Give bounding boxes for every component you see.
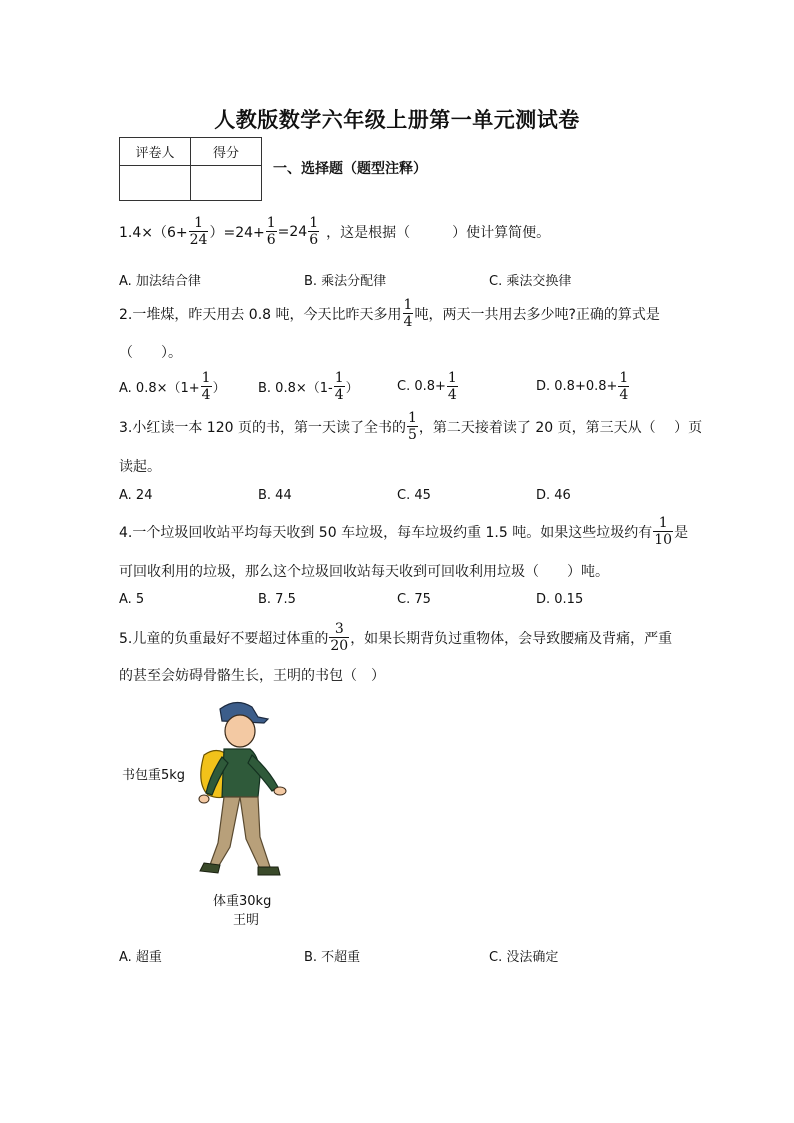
body-weight-label: 体重30kg: [213, 894, 272, 909]
q1-text-4: ，这是根据（ ）使计算简便。: [326, 224, 551, 241]
bag-weight-label: 书包重5kg: [122, 768, 186, 783]
q4-line-2: 可回收利用的垃圾，那么这个垃圾回收站每天收到可回收利用垃圾（ ）吨。: [119, 564, 609, 580]
q1-f3-den: 6: [309, 232, 319, 248]
q2-line-2: （ ）。: [119, 345, 182, 361]
q5-f1-num: 3: [334, 621, 344, 637]
q3-option-c[interactable]: C. 45: [397, 488, 431, 503]
q5-f1-den: 20: [330, 638, 349, 654]
grader-cell[interactable]: [120, 166, 191, 201]
score-table: [119, 137, 262, 201]
q2-a-pre: A. 0.8×（1+: [119, 381, 200, 396]
question-1: [119, 215, 550, 248]
q2-option-d[interactable]: [536, 370, 630, 403]
q5-line-2: 的甚至会妨碍骨骼生长，王明的书包（ ）: [119, 668, 385, 684]
head-shape: [225, 715, 255, 747]
section-heading: 一、选择题（题型注释）: [273, 161, 427, 177]
q2-b-den: 4: [334, 387, 344, 403]
q5-text-2: ，如果长期背负过重物体，会导致腰痛及背痛，严重: [350, 630, 673, 647]
q5-fraction: [329, 621, 349, 654]
q2-option-c[interactable]: [397, 370, 459, 403]
q2-c-fraction: [447, 370, 458, 403]
q1-text-1: 1.4×（6+: [119, 224, 188, 241]
q2-c-num: 1: [447, 370, 457, 386]
q1-fraction-2: [266, 215, 277, 248]
q4-option-c[interactable]: C. 75: [397, 592, 431, 607]
q3-option-b[interactable]: B. 44: [258, 488, 292, 503]
q1-option-c[interactable]: C. 乘法交换律: [489, 274, 572, 289]
q1-text-2: ）=24+: [209, 224, 265, 241]
q2-b-num: 1: [334, 370, 344, 386]
q1-fraction-1: [189, 215, 209, 248]
q1-f1-num: 1: [194, 215, 204, 231]
q2-fraction: [403, 297, 414, 330]
q3-line-2: 读起。: [119, 459, 161, 475]
q2-d-num: 1: [619, 370, 629, 386]
q2-text-2: 吨，两天一共用去多少吨?正确的算式是: [414, 306, 660, 323]
q4-option-b[interactable]: B. 7.5: [258, 592, 296, 607]
score-header: 得分: [191, 138, 262, 166]
q5-option-c[interactable]: C. 没法确定: [489, 950, 559, 965]
question-5: [119, 621, 672, 654]
question-3: [119, 410, 702, 443]
q4-text-1: 4.一个垃圾回收站平均每天收到 50 车垃圾，每车垃圾约重 1.5 吨。如果这些垃圾约有: [119, 524, 653, 541]
q5-text-1: 5.儿童的负重最好不要超过体重的: [119, 630, 329, 647]
q2-d-pre: D. 0.8+0.8+: [536, 379, 618, 394]
q3-text-2: ，第二天接着读了 20 页，第三天从（ ）页: [418, 419, 703, 436]
q2-b-pre: B. 0.8×（1-: [258, 381, 333, 396]
question-2: [119, 297, 660, 330]
q2-f1-num: 1: [403, 297, 413, 313]
grader-header: 评卷人: [120, 138, 191, 166]
q4-option-a[interactable]: A. 5: [119, 592, 145, 607]
q2-f1-den: 4: [403, 314, 413, 330]
q1-option-a[interactable]: A. 加法结合律: [119, 274, 201, 289]
q5-option-a[interactable]: A. 超重: [119, 950, 162, 965]
q1-f3-num: 1: [309, 215, 319, 231]
q5-option-b[interactable]: B. 不超重: [304, 950, 361, 965]
q1-f1-den: 24: [189, 232, 208, 248]
student-name-label: 王明: [233, 913, 260, 928]
q2-b-fraction: [334, 370, 345, 403]
q2-b-post: ）: [345, 381, 359, 396]
question-4: [119, 515, 688, 548]
q4-option-d[interactable]: D. 0.15: [536, 592, 584, 607]
front-leg: [240, 797, 270, 869]
page-title: 人教版数学六年级上册第一单元测试卷: [214, 107, 580, 132]
q2-c-den: 4: [447, 387, 457, 403]
q3-option-d[interactable]: D. 46: [536, 488, 571, 503]
q4-fraction: [653, 515, 673, 548]
q1-f2-num: 1: [266, 215, 276, 231]
q2-a-fraction: [201, 370, 212, 403]
q2-c-pre: C. 0.8+: [397, 379, 446, 394]
q2-a-den: 4: [201, 387, 211, 403]
q4-f1-den: 10: [654, 532, 673, 548]
q2-a-post: ）: [212, 381, 226, 396]
q1-fraction-3: [308, 215, 319, 248]
q4-f1-num: 1: [658, 515, 668, 531]
q3-f1-den: 5: [407, 427, 417, 443]
q2-option-b[interactable]: [258, 370, 359, 403]
q2-option-a[interactable]: [119, 370, 226, 403]
q3-f1-num: 1: [407, 410, 417, 426]
back-leg: [210, 797, 240, 867]
q3-fraction: [407, 410, 418, 443]
q2-d-den: 4: [619, 387, 629, 403]
q2-a-num: 1: [201, 370, 211, 386]
q3-text-1: 3.小红读一本 120 页的书，第一天读了全书的: [119, 419, 406, 436]
q1-f2-den: 6: [266, 232, 276, 248]
torso-shape: [222, 749, 260, 797]
q4-text-2: 是: [674, 524, 689, 541]
q1-option-b[interactable]: B. 乘法分配律: [304, 274, 387, 289]
q2-d-fraction: [618, 370, 629, 403]
q1-text-3: =24: [277, 223, 308, 240]
q2-text-1: 2.一堆煤，昨天用去 0.8 吨，今天比昨天多用: [119, 306, 402, 323]
q3-option-a[interactable]: A. 24: [119, 488, 153, 503]
score-cell[interactable]: [191, 166, 262, 201]
